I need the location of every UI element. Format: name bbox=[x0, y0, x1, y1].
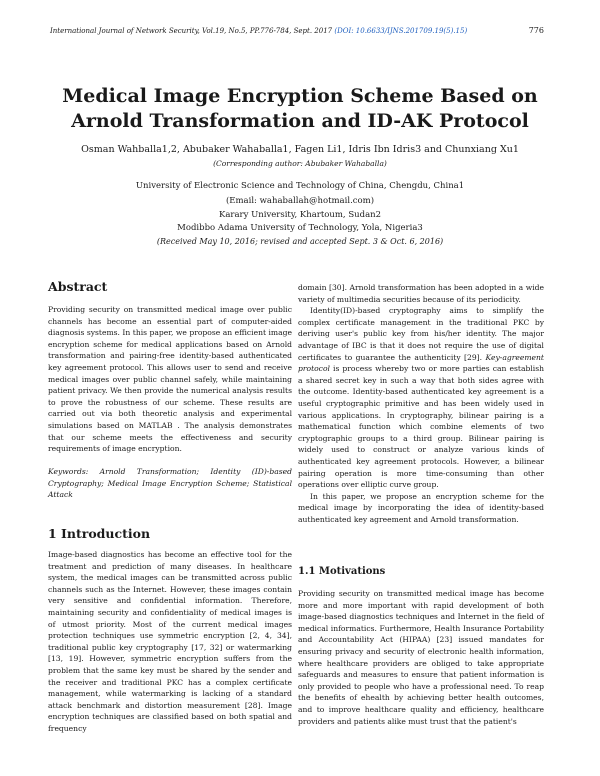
introduction-heading: 1 Introduction bbox=[48, 526, 151, 541]
authors: Osman Wahballa1,2, Abubaker Wahaballa1, Fagen Li1, Idris Ibn Idris3 and Chunxiang Xu1 bbox=[81, 144, 519, 155]
paragraph-proposal: In this paper, we propose an encryption scheme for the medical image by incorporating the idea of identity-based authenticated key agreement and Arnold transformation. bbox=[298, 491, 544, 524]
affiliation-1: University of Electronic Science and Technology of China, Chengdu, China1 bbox=[135, 181, 465, 191]
email: (Email: wahaballah@hotmail.com) bbox=[225, 196, 375, 206]
keywords: Keywords: Arnold Transformation; Identity (ID)-based Cryptography; Medical Image Encryption Scheme; Statistical Attack bbox=[48, 467, 292, 500]
doi-link[interactable]: (DOI: 10.6633/IJNS.201709.19(5).15) bbox=[334, 27, 468, 35]
affiliation-2: Karary University, Khartoum, Sudan2 bbox=[218, 210, 382, 220]
title-line-2: Arnold Transformation and ID-AK Protocol bbox=[71, 110, 529, 132]
paper-title bbox=[40, 84, 560, 134]
journal-citation: International Journal of Network Security, Vol.19, No.5, PP.776-784, Sept. 2017 bbox=[50, 27, 333, 35]
introduction-body: Image-based diagnostics has become an effective tool for the treatment and prediction of many diseases. In healthcare system, the medical images can be transmitted across public channels such as the Internet. However, these images contain very sensitive and confidential information. Therefore, maintaining security and confidentiality of medical images is of utmost priority. Most of the current medical images protection techniques use symmetric encryption [2, 4, 34], traditional public key cryptography [17, 32] or watermarking [13, 19]. However, symmetric encryption suffers from the problem that the same key must be shared by the sender and the receiver and traditional PKC has a complex certificate management, while watermarking is lacking of a standard attack benchmark and distortion measurement [28]. Image encryption techniques are classified based on both spatial and frequency bbox=[48, 550, 292, 733]
abstract-body: Providing security on transmitted medical image over public channels has become an essential part of computer-aided diagnosis systems. In this paper, we propose an efficient image encryption scheme for medical applications based on Arnold transformation and pairing-free identity-based authenticated key agreement protocol. This allows user to send and receive medical images over public channel safely, while maintaining patient privacy. We then provide the numerical analysis results to prove the robustness of our scheme. These results are carried out via both theoretic analysis and experimental simulations based on MATLAB . The analysis demonstrates that our scheme meets the effectiveness and security requirements of image encryption. bbox=[48, 305, 292, 454]
corresponding-author: (Corresponding author: Abubaker Wahaballa) bbox=[213, 159, 387, 168]
key-agreement-term: Key-agreement protocol bbox=[298, 352, 544, 374]
title-line-1: Medical Image Encryption Scheme Based on bbox=[62, 85, 538, 107]
running-header bbox=[50, 27, 545, 35]
paragraph-arnold: domain [30]. Arnold transformation has been adopted in a wide variety of multimedia securities because of its periodicity. bbox=[298, 283, 544, 304]
right-column-text bbox=[298, 282, 544, 525]
key-agreement-text: is process whereby two or more parties can establish a shared secret key in such a way that both sides agree with the outcome. Identity-based authenticated key agreement is a useful cryptographic primitive and has been widely used in various applications. In cryptography, bilinear pairing is a mathematical function which combine elements of two cryptographic groups to a third group. Bilinear pairing is widely used to construct or analyze various kinds of authenticated key agreement protocols. However, a bilinear pairing operation is more time-consuming than other operations over elliptic curve group. bbox=[298, 364, 544, 490]
ibc-text: Identity(ID)-based cryptography aims to simplify the complex certificate management in the traditional PKC by deriving user's public key from his/her identity. The major advantage of IBC is that it does not require the use of digital certificates to guarantee the authenticity [29]. bbox=[298, 306, 544, 362]
affiliation-3: Modibbo Adama University of Technology, Yola, Nigeria3 bbox=[177, 223, 423, 233]
motivations-body: Providing security on transmitted medical image has become more and more important with rapid development of both image-based diagnostics techniques and Internet in the field of medical informatics. Furthermore, Health Insurance Portability and Accountability Act (HIPAA) [23] issued mandates for ensuring privacy and security of electronic health information, where healthcare providers are obliged to take appropriate safeguards and measures to ensure that patient information is only provided to people who have a professional need. To reap the benefits of ehealth by achieving better health outcomes, and to improve healthcare quality and efficiency, healthcare providers and patients alike must trust that the patient's bbox=[298, 589, 544, 726]
paragraph-ibc bbox=[298, 305, 544, 491]
abstract-heading: Abstract bbox=[48, 279, 108, 294]
page-number: 776 bbox=[528, 26, 544, 35]
received-dates: (Received May 10, 2016; revised and accepted Sept. 3 & Oct. 6, 2016) bbox=[156, 237, 444, 246]
motivations-heading: 1.1 Motivations bbox=[298, 566, 386, 577]
